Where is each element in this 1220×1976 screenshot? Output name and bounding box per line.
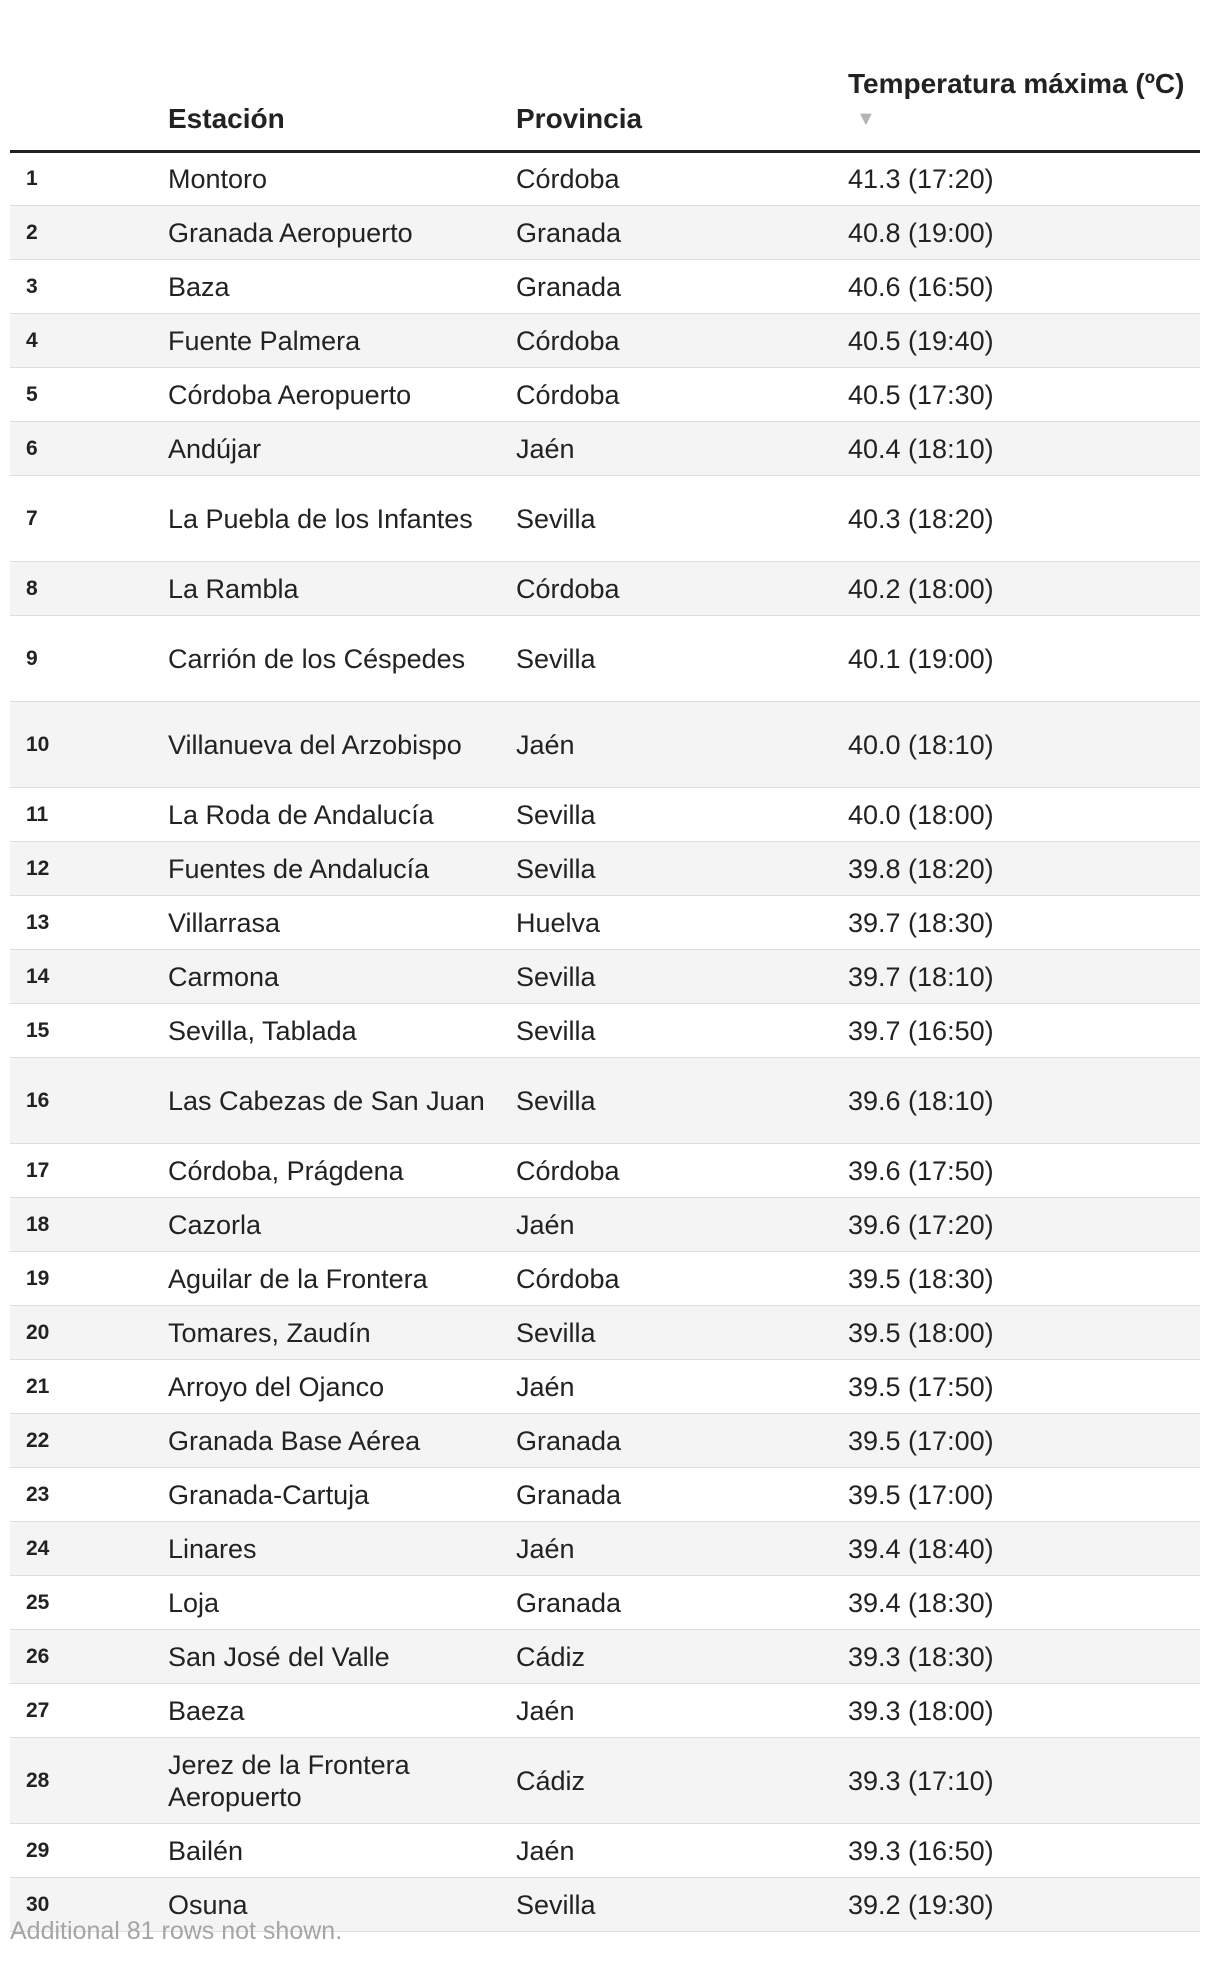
table-row	[10, 896, 1200, 950]
province-cell: Sevilla	[516, 842, 848, 896]
table-row	[10, 476, 1200, 562]
rank-cell: 25	[10, 1576, 168, 1630]
temperature-cell: 40.4 (18:10)	[848, 422, 1200, 476]
header-province[interactable]	[516, 0, 848, 152]
temperature-cell: 39.3 (18:00)	[848, 1684, 1200, 1738]
rank-cell: 4	[10, 314, 168, 368]
table-row	[10, 260, 1200, 314]
station-cell: Carmona	[168, 950, 516, 1004]
province-cell: Jaén	[516, 1198, 848, 1252]
table-row	[10, 562, 1200, 616]
rank-cell: 30	[10, 1878, 168, 1932]
temperature-cell: 39.7 (18:10)	[848, 950, 1200, 1004]
rank-cell: 9	[10, 616, 168, 702]
table-row	[10, 950, 1200, 1004]
table-row	[10, 1198, 1200, 1252]
province-cell: Sevilla	[516, 1306, 848, 1360]
table-row	[10, 206, 1200, 260]
rank-cell: 5	[10, 368, 168, 422]
table-row	[10, 152, 1200, 206]
temperature-cell: 40.6 (16:50)	[848, 260, 1200, 314]
station-cell: Granada Aeropuerto	[168, 206, 516, 260]
temperature-cell: 41.3 (17:20)	[848, 152, 1200, 206]
rank-cell: 27	[10, 1684, 168, 1738]
station-cell: Carrión de los Céspedes	[168, 616, 516, 702]
rank-cell: 7	[10, 476, 168, 562]
province-cell: Sevilla	[516, 788, 848, 842]
station-cell: La Puebla de los Infantes	[168, 476, 516, 562]
province-cell: Granada	[516, 1414, 848, 1468]
temperature-cell: 39.7 (16:50)	[848, 1004, 1200, 1058]
rank-cell: 26	[10, 1630, 168, 1684]
province-cell: Jaén	[516, 1684, 848, 1738]
temperature-cell: 39.3 (16:50)	[848, 1824, 1200, 1878]
temperature-cell: 40.5 (17:30)	[848, 368, 1200, 422]
temperature-cell: 39.7 (18:30)	[848, 896, 1200, 950]
province-cell: Córdoba	[516, 1144, 848, 1198]
province-cell: Sevilla	[516, 1058, 848, 1144]
rank-cell: 13	[10, 896, 168, 950]
province-cell: Jaén	[516, 1522, 848, 1576]
province-cell: Granada	[516, 1468, 848, 1522]
header-station-label: Estación	[168, 103, 285, 134]
station-cell: Montoro	[168, 152, 516, 206]
station-cell: Villarrasa	[168, 896, 516, 950]
table-row	[10, 1824, 1200, 1878]
province-cell: Granada	[516, 206, 848, 260]
table-row	[10, 842, 1200, 896]
table-row	[10, 368, 1200, 422]
rank-cell: 16	[10, 1058, 168, 1144]
temperature-cell: 40.0 (18:00)	[848, 788, 1200, 842]
table-row	[10, 1738, 1200, 1824]
rank-cell: 18	[10, 1198, 168, 1252]
table-header	[10, 0, 1200, 152]
table-row	[10, 1576, 1200, 1630]
rank-cell: 15	[10, 1004, 168, 1058]
rank-cell: 17	[10, 1144, 168, 1198]
rank-cell: 28	[10, 1738, 168, 1824]
province-cell: Granada	[516, 1576, 848, 1630]
header-province-label: Provincia	[516, 103, 643, 134]
province-cell: Córdoba	[516, 1252, 848, 1306]
station-cell: Sevilla, Tablada	[168, 1004, 516, 1058]
province-cell: Cádiz	[516, 1630, 848, 1684]
header-rank[interactable]	[10, 0, 168, 152]
temperature-cell: 39.5 (18:00)	[848, 1306, 1200, 1360]
rank-cell: 10	[10, 702, 168, 788]
temperature-cell: 40.3 (18:20)	[848, 476, 1200, 562]
table-body	[10, 152, 1200, 1932]
temperature-cell: 39.5 (17:00)	[848, 1468, 1200, 1522]
province-cell: Sevilla	[516, 1878, 848, 1932]
rank-cell: 2	[10, 206, 168, 260]
station-cell: Córdoba Aeropuerto	[168, 368, 516, 422]
table-row	[10, 1004, 1200, 1058]
rank-cell: 11	[10, 788, 168, 842]
table-row	[10, 1414, 1200, 1468]
table-row	[10, 1684, 1200, 1738]
temperature-cell: 40.1 (19:00)	[848, 616, 1200, 702]
station-cell: Baeza	[168, 1684, 516, 1738]
temperature-cell: 39.6 (17:20)	[848, 1198, 1200, 1252]
table-row	[10, 1144, 1200, 1198]
rank-cell: 12	[10, 842, 168, 896]
rank-cell: 20	[10, 1306, 168, 1360]
station-cell: Cazorla	[168, 1198, 516, 1252]
rank-cell: 23	[10, 1468, 168, 1522]
temperature-table	[10, 0, 1200, 1932]
station-cell: Linares	[168, 1522, 516, 1576]
table-row	[10, 616, 1200, 702]
rank-cell: 3	[10, 260, 168, 314]
temperature-cell: 39.8 (18:20)	[848, 842, 1200, 896]
province-cell: Sevilla	[516, 616, 848, 702]
table-row	[10, 1522, 1200, 1576]
rank-cell: 6	[10, 422, 168, 476]
rank-cell: 14	[10, 950, 168, 1004]
province-cell: Córdoba	[516, 314, 848, 368]
temperature-cell: 40.8 (19:00)	[848, 206, 1200, 260]
temperature-cell: 39.6 (18:10)	[848, 1058, 1200, 1144]
station-cell: La Rambla	[168, 562, 516, 616]
temperature-cell: 39.5 (17:50)	[848, 1360, 1200, 1414]
rank-cell: 8	[10, 562, 168, 616]
rank-cell: 19	[10, 1252, 168, 1306]
station-cell: Fuentes de Andalucía	[168, 842, 516, 896]
station-cell: Villanueva del Arzobispo	[168, 702, 516, 788]
station-cell: Andújar	[168, 422, 516, 476]
station-cell: Tomares, Zaudín	[168, 1306, 516, 1360]
station-cell: Jerez de la Frontera Aeropuerto	[168, 1738, 516, 1824]
station-cell: Aguilar de la Frontera	[168, 1252, 516, 1306]
province-cell: Córdoba	[516, 562, 848, 616]
station-cell: Loja	[168, 1576, 516, 1630]
station-cell: Granada-Cartuja	[168, 1468, 516, 1522]
province-cell: Jaén	[516, 1360, 848, 1414]
temperature-cell: 39.2 (19:30)	[848, 1878, 1200, 1932]
table-row	[10, 1630, 1200, 1684]
station-cell: Osuna	[168, 1878, 516, 1932]
header-row	[10, 0, 1200, 152]
station-cell: Granada Base Aérea	[168, 1414, 516, 1468]
temperature-cell: 39.5 (17:00)	[848, 1414, 1200, 1468]
rank-cell: 29	[10, 1824, 168, 1878]
rank-cell: 1	[10, 152, 168, 206]
province-cell: Jaén	[516, 422, 848, 476]
temperature-cell: 40.5 (19:40)	[848, 314, 1200, 368]
station-cell: La Roda de Andalucía	[168, 788, 516, 842]
station-cell: Las Cabezas de San Juan	[168, 1058, 516, 1144]
rank-cell: 21	[10, 1360, 168, 1414]
sort-descending-icon[interactable]: ▼	[856, 108, 876, 130]
table-row	[10, 1252, 1200, 1306]
rows-not-shown-note: Additional 81 rows not shown.	[10, 1917, 343, 1945]
province-cell: Córdoba	[516, 368, 848, 422]
table-row	[10, 1360, 1200, 1414]
province-cell: Jaén	[516, 702, 848, 788]
temperature-cell: 39.3 (18:30)	[848, 1630, 1200, 1684]
station-cell: San José del Valle	[168, 1630, 516, 1684]
province-cell: Cádiz	[516, 1738, 848, 1824]
province-cell: Jaén	[516, 1824, 848, 1878]
table-row	[10, 1058, 1200, 1144]
province-cell: Granada	[516, 260, 848, 314]
rank-cell: 24	[10, 1522, 168, 1576]
temperature-cell: 39.3 (17:10)	[848, 1738, 1200, 1824]
rank-cell: 22	[10, 1414, 168, 1468]
temperature-cell: 39.4 (18:40)	[848, 1522, 1200, 1576]
province-cell: Sevilla	[516, 1004, 848, 1058]
header-station[interactable]	[168, 0, 516, 152]
temperature-cell: 39.6 (17:50)	[848, 1144, 1200, 1198]
temperature-cell: 39.4 (18:30)	[848, 1576, 1200, 1630]
temperature-cell: 40.0 (18:10)	[848, 702, 1200, 788]
station-cell: Baza	[168, 260, 516, 314]
table-row	[10, 1306, 1200, 1360]
province-cell: Huelva	[516, 896, 848, 950]
table-row	[10, 314, 1200, 368]
province-cell: Sevilla	[516, 950, 848, 1004]
province-cell: Sevilla	[516, 476, 848, 562]
province-cell: Córdoba	[516, 152, 848, 206]
table-row	[10, 422, 1200, 476]
table-container	[10, 0, 1200, 1932]
table-row	[10, 788, 1200, 842]
station-cell: Fuente Palmera	[168, 314, 516, 368]
header-temperature[interactable]	[848, 0, 1200, 152]
station-cell: Córdoba, Prágdena	[168, 1144, 516, 1198]
table-row	[10, 702, 1200, 788]
table-row	[10, 1468, 1200, 1522]
header-temperature-label: Temperatura máxima (ºC)	[848, 68, 1185, 99]
station-cell: Arroyo del Ojanco	[168, 1360, 516, 1414]
station-cell: Bailén	[168, 1824, 516, 1878]
temperature-cell: 39.5 (18:30)	[848, 1252, 1200, 1306]
temperature-cell: 40.2 (18:00)	[848, 562, 1200, 616]
